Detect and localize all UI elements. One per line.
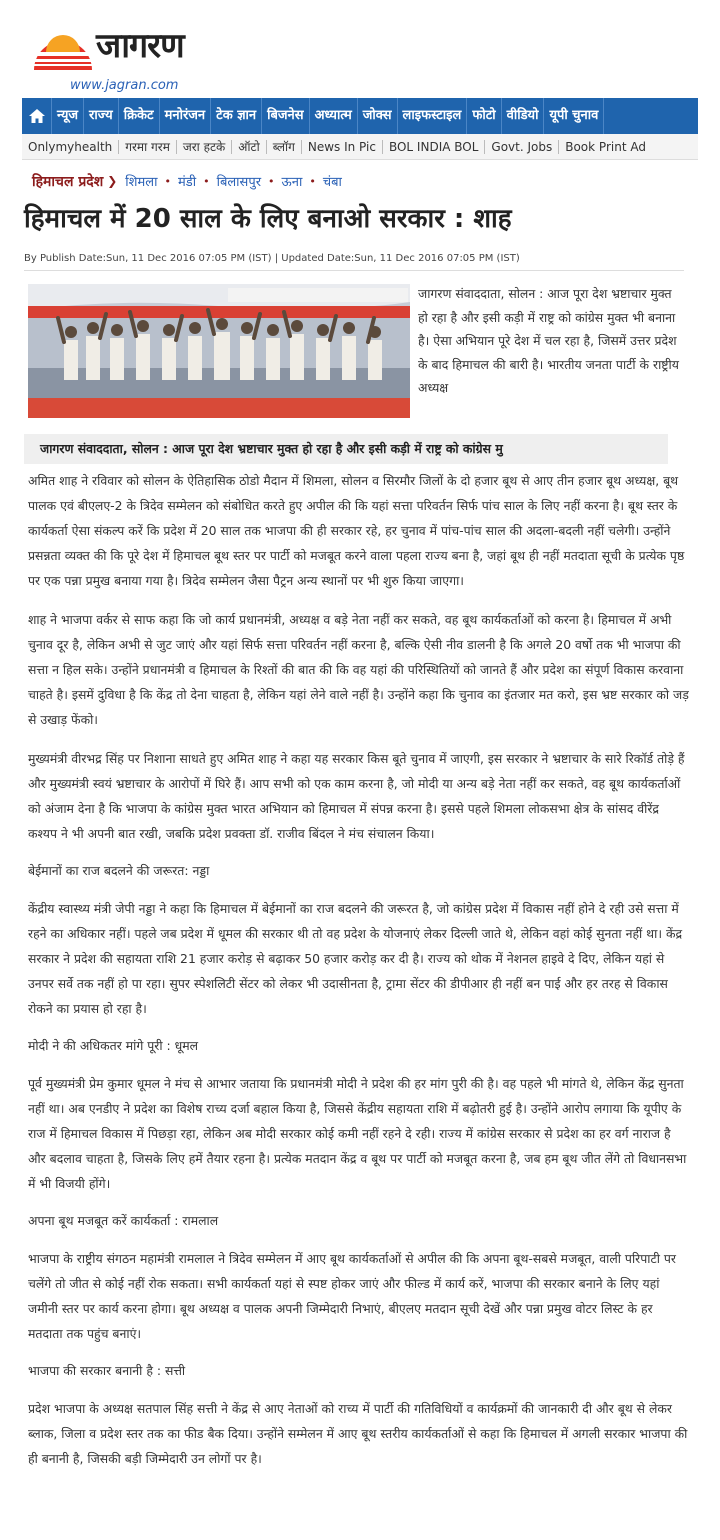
chevron-right-icon: ❯ <box>107 174 118 188</box>
article-paragraph: अमित शाह ने रविवार को सोलन के ऐतिहासिक ठोडो मैदान में शिमला, सोलन व सिरमौर जिलों के दो हजार बूथ से आए तीन हजार बूथ अध्यक्ष, बूथ पालक एवं बीएलए-2 के त्रिदेव सम्मेलन को संबोधित करते हुए अपील की कि यहां सत्ता परिवर्तन सिर्फ पांच साल के लिए नहीं करना है। बूथ स्तर के कार्यकर्ता ऐसा संकल्प करें कि प्रदेश में 20 साल तक भाजपा की ही सरकार रहे, हर चुनाव में पांच-पांच साल की अदला-बदली नहीं चलेगी। उन्होंने प्रसन्नता व्यक्त की कि पूरे देश में हिमाचल बूथ स्तर पर पार्टी को मजबूत करने वाला पहला राज्य बना है, जहां बूथ ही नहीं मतदाता सूची के प्रत्येक पृष्ठ पर एक पन्ना प्रमुख बनाया गया है। त्रिदेव सम्मेलन जैसा पैट्रन अन्य स्थानों पर भी शुरु किया जाएगा। <box>28 473 685 588</box>
breadcrumb-state[interactable]: हिमाचल प्रदेश <box>32 173 104 190</box>
subnav-item-zara-hatke[interactable]: जरा हटके <box>177 140 232 154</box>
home-button[interactable] <box>22 98 52 134</box>
rally-stage-image <box>28 284 410 418</box>
subnav-item-govt-jobs[interactable]: Govt. Jobs <box>485 140 559 154</box>
article-intro: जागरण संवाददाता, सोलन : आज पूरा देश भ्रष्टाचार मुक्त हो रहा है और इसी कड़ी में राष्ट्र को कांग्रेस मुक्त भी बनाना है। ऐसा अभियान पूरे देश में चल रहा है, जिसमें उत्तर प्रदेश के बाद हिमाचल की बारी है। भारतीय जनता पार्टी के राष्ट्रीय अध्यक्ष <box>418 286 679 395</box>
divider <box>24 270 684 271</box>
article-subheading: भाजपा की सरकार बनानी है : सत्ती <box>28 1363 186 1378</box>
article-meta: By Publish Date:Sun, 11 Dec 2016 07:05 PM (IST) | Updated Date:Sun, 11 Dec 2016 07:05 PM (IST) <box>24 253 520 264</box>
breadcrumb-city[interactable]: शिमला <box>125 175 158 190</box>
logo-text: जागरण <box>96 26 184 66</box>
article-paragraph: शाह ने भाजपा वर्कर से साफ कहा कि जो कार्य प्रधानमंत्री, अध्यक्ष व बड़े नेता नहीं कर सकते, वह बूथ कार्यकर्ताओं को करना है। हिमाचल में अभी चुनाव दूर है, लेकिन अभी से जुट जाएं और यहां सिर्फ सत्ता परिवर्तन नहीं करना है, बल्कि ऐसी नीव डालनी है कि अगले 20 वर्षो तक भी भाजपा की सत्ता न हिल सके। उन्होंने प्रधानमंत्री व हिमाचल के रिश्तों की बात की कि वह यहां की परिस्थितियों को जानते हैं और प्रदेश का संपूर्ण विकास करवाना चाहते है। इसमें दुविधा है कि केंद्र तो देना चाहता है, लेकिन यहां लेने वाले नहीं है। उन्होंने कहा कि चुनाव का इंतजार मत करो, इस भ्रष्ट सरकार को जड़ से उखाड़ फेंको। <box>28 612 689 727</box>
nav-item-jokes[interactable]: जोक्स <box>358 98 398 134</box>
nav-item-spirituality[interactable]: अध्यात्म <box>310 98 358 134</box>
article-paragraph: प्रदेश भाजपा के अध्यक्ष सतपाल सिंह सत्ती ने केंद्र से आए नेताओं को राच्य में पार्टी की गतिविधियों व कार्यक्रमों की जानकारी दी और बूथ से लेकर ब्लाक, जिला व प्रदेश स्तर तक का फीड बैक दिया। उन्होंने सम्मेलन में आए बूथ स्तरीय कार्यकर्ताओं से कहा कि हिमाचल में अगली सरकार भाजपा की ही बनानी है, जिसकी बड़ी जिम्मेदारी उन लोगों पर है। <box>28 1401 688 1466</box>
separator-icon: • <box>203 174 210 188</box>
site-header <box>0 0 720 96</box>
article-body <box>28 468 690 1485</box>
site-url[interactable]: www.jagran.com <box>70 78 179 93</box>
breadcrumb-city[interactable]: चंबा <box>322 175 342 190</box>
jagran-logo[interactable] <box>32 22 212 74</box>
nav-item-tech[interactable]: टेक ज्ञान <box>211 98 262 134</box>
nav-item-up-election[interactable]: यूपी चुनाव <box>544 98 604 134</box>
article-subheading: अपना बूथ मजबूत करें कार्यकर्ता : रामलाल <box>28 1213 219 1228</box>
breadcrumb-city[interactable]: बिलासपुर <box>216 175 262 190</box>
article-paragraph: केंद्रीय स्वास्थ्य मंत्री जेपी नड्डा ने कहा कि हिमाचल में बेईमानों का राज बदलने की जरूरत है, जो कांग्रेस प्रदेश में विकास नहीं होने दे रही उसे सत्ता में रहने का अधिकार नहीं। पहले जब प्रदेश में धूमल की सरकार थी तो वह प्रदेश के योजनाएं लेकर दिल्ली जाते थे, लेकिन वहां कोई सुनता नहीं था। केंद्र सरकार ने प्रदेश की सहायता राशि 21 हजार करोड़ से बढ़ाकर 50 हजार करोड़ कर दी है। राज्य को थोक में नेशनल हाइवे दे दिए, लेकिन यहां से उनपर सर्वे तक नहीं हो पा रहा। सुपर स्पेशलिटी सेंटर को लेकर भी उदासीनता है, ट्रामा सेंटर की डीपीआर ही नहीं बन पाई और हर तरह से विकास रोकने का प्रयास हो रहा है। <box>28 901 683 1016</box>
nav-item-news[interactable]: न्यूज <box>52 98 84 134</box>
subnav-item-auto[interactable]: ऑटो <box>232 140 266 154</box>
nav-item-states[interactable]: राज्य <box>84 98 119 134</box>
separator-icon: • <box>268 174 275 188</box>
subnav-item-news-in-pic[interactable]: News In Pic <box>302 140 383 154</box>
article-headline: हिमाचल में 20 साल के लिए बनाओ सरकार : शाह <box>24 204 512 234</box>
separator-icon: • <box>164 174 171 188</box>
subnav-item-book-print-ad[interactable]: Book Print Ad <box>565 139 646 154</box>
subnav-item-blog[interactable]: ब्लॉग <box>267 140 302 154</box>
subnav-item-onlymyhealth[interactable]: Onlymyhealth <box>22 140 119 154</box>
nav-item-photo[interactable]: फोटो <box>467 98 501 134</box>
nav-item-lifestyle[interactable]: लाइफस्टाइल <box>398 98 468 134</box>
breadcrumb-city[interactable]: ऊना <box>281 175 303 190</box>
nav-item-cricket[interactable]: क्रिकेट <box>119 98 160 134</box>
article-paragraph: पूर्व मुख्यमंत्री प्रेम कुमार धूमल ने मंच से आभार जताया कि प्रधानमंत्री मोदी ने प्रदेश की हर मांग पुरी की है। वह पहले भी मांगते थे, लेकिन केंद्र सुनता नहीं था। अब एनडीए ने प्रदेश का विशेष राच्य दर्जा बहाल किया है, जिससे केंद्रीय सहायता राशि में बढ़ोतरी हुई है। उन्होंने आरोप लगाया कि यूपीए के राज में हिमाचल विकास में पिछड़ा रहा, लेकिन अब मोदी सरकार कोई कमी नहीं रहने दे रही। राज्य में कांग्रेस सरकार से प्रदेश का हर वर्ग नाराज है और बदलाव चाहता है, जिसके लिए हमें तैयार रहना है। प्रत्येक मतदान केंद्र व बूथ पर पार्टी को मजबूत करना है, जब हम बूथ जीत लेंगे तो विधानसभा में भी विजयी होंगे। <box>28 1076 687 1191</box>
nav-item-entertainment[interactable]: मनोरंजन <box>160 98 212 134</box>
home-icon <box>28 108 46 124</box>
article-highlight: जागरण संवाददाता, सोलन : आज पूरा देश भ्रष्टाचार मुक्त हो रहा है और इसी कड़ी में राष्ट्र को कांग्रेस मु <box>24 434 668 464</box>
article-paragraph: भाजपा के राष्ट्रीय संगठन महामंत्री रामलाल ने त्रिदेव सम्मेलन में आए बूथ कार्यकर्ताओं से अपील की कि अपना बूथ-सबसे मजबूत, वाली परिपाटी पर चलेंगे तो जीत से कोई नहीं रोक सकता। सभी कार्यकर्ता यहां से स्पष्ट होकर जाएं और फील्ड में कार्य करें, भाजपा की सरकार बनाने के लिए यहां जमीनी स्तर पर कार्य करना होगा। बूथ अध्यक्ष व पालक अपनी जिम्मेदारी निभाएं, बीएलए मतदान सूची देखें और पन्ना प्रमुख वोटर लिस्ट के हर मतदाता तक पहुंच बनाएं। <box>28 1251 676 1341</box>
breadcrumb-city[interactable]: मंडी <box>177 175 197 190</box>
nav-item-video[interactable]: वीडियो <box>502 98 545 134</box>
secondary-nav <box>22 134 698 160</box>
article-subheading: मोदी ने की अधिकतर मांगे पूरी : धूमल <box>28 1038 199 1053</box>
primary-nav <box>22 98 698 134</box>
subnav-item-garma-garam[interactable]: गरमा गरम <box>119 140 177 154</box>
article-subheading: बेईमानों का राज बदलने की जरूरत: नड्डा <box>28 863 210 878</box>
breadcrumb <box>32 170 692 192</box>
article-paragraph: मुख्यमंत्री वीरभद्र सिंह पर निशाना साधते हुए अमित शाह ने कहा यह सरकार किस बूते चुनाव में जाएगी, इस सरकार ने भ्रष्टाचार के सारे रिकॉर्ड तोड़े हैं और मुख्यमंत्री स्वयं भ्रष्टाचार के आरोपों में घिरे हैं। आप सभी को एक काम करना है, जो मोदी या अन्य बड़े नेता नहीं कर सकते, वह बूथ कार्यकर्ताओं को अंजाम देना है कि भाजपा के कांग्रेस मुक्त भारत अभियान को हिमाचल में संपन्न करना है। इससे पहले शिमला लोकसभा क्षेत्र के सांसद वीरेंद्र कश्यप ने भी अपनी बात रखी, जबकि प्रदेश प्रवक्ता डॉ. राजीव बिंदल ने मंच संचालन किया। <box>28 751 685 841</box>
sun-logo-icon <box>32 28 94 72</box>
subnav-item-bol-india-bol[interactable]: BOL INDIA BOL <box>383 140 485 154</box>
article-photo <box>28 284 410 418</box>
separator-icon: • <box>309 174 316 188</box>
nav-item-business[interactable]: बिजनेस <box>262 98 309 134</box>
